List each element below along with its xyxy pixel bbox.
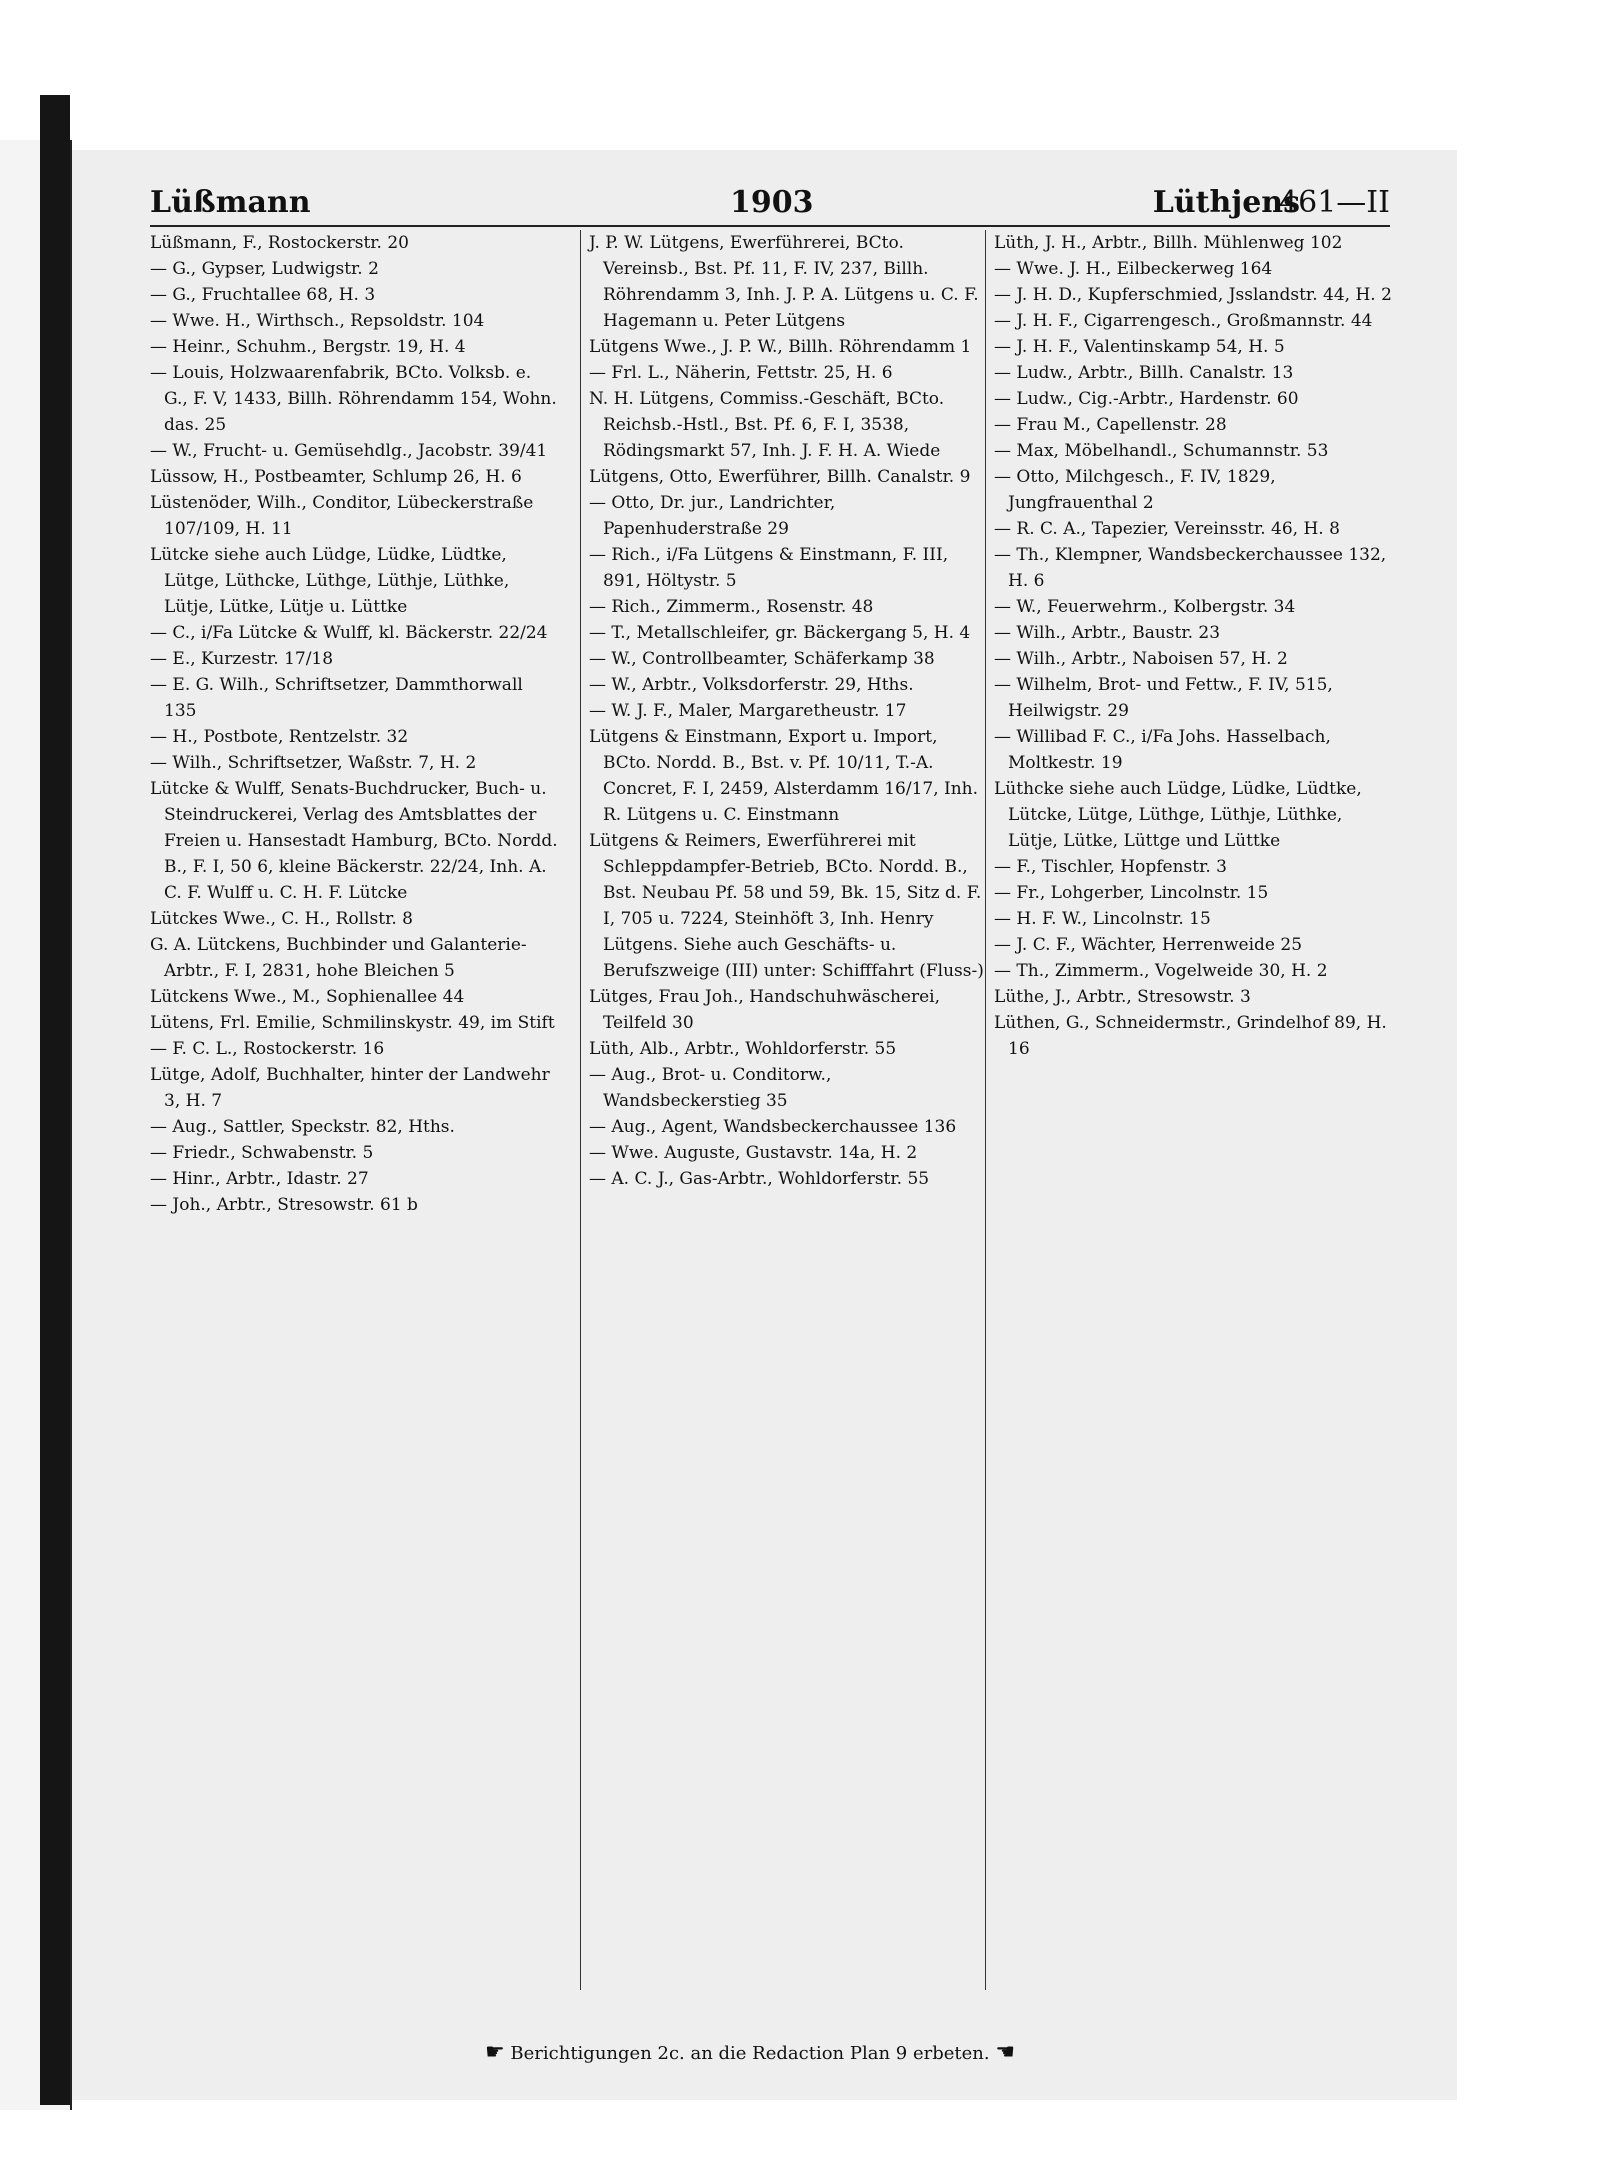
directory-entry: Lütgens & Einstmann, Export u. Import, BCto. Nordd. B., Bst. v. Pf. 10/11, T.-A. Concret, F. I, 2459, Alsterdamm 16/17, Inh. R. Lütgens u. C. Einstmann: [589, 727, 979, 825]
directory-entry: — Frau M., Capellenstr. 28: [994, 415, 1227, 435]
footer-note: Berichtigungen 2c. an die Redaction Plan 9 erbeten.: [510, 2043, 990, 2064]
directory-entry: — Willibad F. C., i/Fa Johs. Hasselbach, Moltkestr. 19: [994, 727, 1331, 773]
directory-entry: — Rich., Zimmerm., Rosenstr. 48: [589, 597, 874, 617]
directory-entry: Lütcke & Wulff, Senats-Buchdrucker, Buch- u. Steindruckerei, Verlag des Amtsblattes der Freien u. Hansestadt Hamburg, BCto. Nordd. B., F. I, 50 6, kleine Bäckerstr. 22/24, Inh. A. C. F. Wulff u. C. H. F. Lütcke: [150, 779, 558, 903]
directory-entry: — J. H. F., Cigarrengesch., Großmannstr. 44: [994, 311, 1373, 331]
directory-entry: — Otto, Milchgesch., F. IV, 1829, Jungfrauenthal 2: [994, 467, 1276, 513]
directory-entry: — C., i/Fa Lütcke & Wulff, kl. Bäckerstr. 22/24: [150, 623, 548, 643]
directory-entry: — Max, Möbelhandl., Schumannstr. 53: [994, 441, 1329, 461]
pointing-hand-left-icon: ☛: [484, 2040, 505, 2065]
directory-entry: — Wwe. J. H., Eilbeckerweg 164: [994, 259, 1273, 279]
directory-entry: Lütckens Wwe., M., Sophienallee 44: [150, 987, 465, 1007]
directory-entry: — E., Kurzestr. 17/18: [150, 649, 334, 669]
directory-entry: — J. H. D., Kupferschmied, Jsslandstr. 44, H. 2: [994, 285, 1392, 305]
directory-entry: — T., Metallschleifer, gr. Bäckergang 5, H. 4: [589, 623, 971, 643]
directory-entry: — W., Frucht- u. Gemüsehdlg., Jacobstr. 39/41: [150, 441, 548, 461]
directory-entry: Lüth, Alb., Arbtr., Wohldorferstr. 55: [589, 1039, 897, 1059]
directory-entry: N. H. Lütgens, Commiss.-Geschäft, BCto. Reichsb.-Hstl., Bst. Pf. 6, F. I, 3538, Rödingsmarkt 57, Inh. J. F. H. A. Wiede: [589, 389, 945, 461]
directory-entry: — Otto, Dr. jur., Landrichter, Papenhuderstraße 29: [589, 493, 836, 539]
directory-entry: — R. C. A., Tapezier, Vereinsstr. 46, H. 8: [994, 519, 1340, 539]
directory-entry: — W., Controllbeamter, Schäferkamp 38: [589, 649, 935, 669]
book-binding: [40, 95, 70, 2105]
directory-entry: Lütgens, Otto, Ewerführer, Billh. Canalstr. 9: [589, 467, 971, 487]
header-year: 1903: [730, 185, 814, 220]
directory-entry: Lütge, Adolf, Buchhalter, hinter der Landwehr 3, H. 7: [150, 1065, 550, 1111]
directory-entry: — Wwe. Auguste, Gustavstr. 14a, H. 2: [589, 1143, 918, 1163]
directory-entry: — E. G. Wilh., Schriftsetzer, Dammthorwall 135: [150, 675, 523, 721]
directory-entry: — F. C. L., Rostockerstr. 16: [150, 1039, 385, 1059]
directory-entry: Lüssow, H., Postbeamter, Schlump 26, H. 6: [150, 467, 522, 487]
directory-entry: — Friedr., Schwabenstr. 5: [150, 1143, 374, 1163]
directory-entry: — G., Gypser, Ludwigstr. 2: [150, 259, 379, 279]
directory-entry: — Aug., Brot- u. Conditorw., Wandsbeckerstieg 35: [589, 1065, 832, 1111]
directory-entry: — Heinr., Schuhm., Bergstr. 19, H. 4: [150, 337, 466, 357]
directory-entry: G. A. Lütckens, Buchbinder und Galanterie-Arbtr., F. I, 2831, hohe Bleichen 5: [150, 935, 527, 981]
directory-entry: Lütgens Wwe., J. P. W., Billh. Röhrendamm 1: [589, 337, 972, 357]
directory-entry: J. P. W. Lütgens, Ewerführerei, BCto. Vereinsb., Bst. Pf. 11, F. IV, 237, Billh. Röhrendamm 3, Inh. J. P. A. Lütgens u. C. F. Hagemann u. Peter Lütgens: [589, 233, 979, 331]
directory-entry: — G., Fruchtallee 68, H. 3: [150, 285, 376, 305]
directory-entry: — Hinr., Arbtr., Idastr. 27: [150, 1169, 369, 1189]
directory-entry: — Wilhelm, Brot- und Fettw., F. IV, 515, Heilwigstr. 29: [994, 675, 1333, 721]
directory-entry: — Rich., i/Fa Lütgens & Einstmann, F. III, 891, Höltystr. 5: [589, 545, 949, 591]
directory-entry: — J. H. F., Valentinskamp 54, H. 5: [994, 337, 1285, 357]
directory-entry: — Wilh., Arbtr., Baustr. 23: [994, 623, 1221, 643]
directory-entry: — Ludw., Cig.-Arbtr., Hardenstr. 60: [994, 389, 1299, 409]
page-footer: [430, 2040, 1070, 2070]
directory-entry: — A. C. J., Gas-Arbtr., Wohldorferstr. 55: [589, 1169, 930, 1189]
directory-entry: Lütges, Frau Joh., Handschuhwäscherei, Teilfeld 30: [589, 987, 941, 1033]
directory-entry: — W. J. F., Maler, Margaretheustr. 17: [589, 701, 907, 721]
directory-entry: — J. C. F., Wächter, Herrenweide 25: [994, 935, 1303, 955]
directory-entry: — W., Arbtr., Volksdorferstr. 29, Hths.: [589, 675, 914, 695]
directory-entry: — Wilh., Schriftsetzer, Waßstr. 7, H. 2: [150, 753, 477, 773]
directory-entry: Lüßmann, F., Rostockerstr. 20: [150, 233, 410, 253]
directory-entry: — Wilh., Arbtr., Naboisen 57, H. 2: [994, 649, 1288, 669]
directory-entry: Lüstenöder, Wilh., Conditor, Lübeckerstraße 107/109, H. 11: [150, 493, 534, 539]
pointing-hand-right-icon: ☚: [995, 2040, 1016, 2065]
directory-entry: Lütckes Wwe., C. H., Rollstr. 8: [150, 909, 413, 929]
directory-entry: Lütgens & Reimers, Ewerführerei mit Schleppdampfer-Betrieb, BCto. Nordd. B., Bst. Neubau Pf. 58 und 59, Bk. 15, Sitz d. F. I, 705 u. 7224, Steinhöft 3, Inh. Henry Lütgens. Siehe auch Geschäfts- u. Berufszweige (III) unter: Schifffahrt (Fluss-): [589, 831, 984, 981]
header-page-number: 461—II: [1279, 185, 1390, 220]
directory-entry: — Th., Zimmerm., Vogelweide 30, H. 2: [994, 961, 1328, 981]
directory-entry: Lüthcke siehe auch Lüdge, Lüdke, Lüdtke, Lütcke, Lütge, Lüthge, Lüthje, Lüthke, Lütje, Lütke, Lüttge und Lüttke: [994, 779, 1362, 851]
directory-entry: Lütcke siehe auch Lüdge, Lüdke, Lüdtke, Lütge, Lüthcke, Lüthge, Lüthje, Lüthke, Lütje, Lütke, Lütje u. Lüttke: [150, 545, 510, 617]
directory-entry: — Aug., Agent, Wandsbeckerchaussee 136: [589, 1117, 957, 1137]
directory-entry: — Frl. L., Näherin, Fettstr. 25, H. 6: [589, 363, 893, 383]
header-last-name: Lüthjens: [1152, 185, 1300, 220]
directory-entry: — Fr., Lohgerber, Lincolnstr. 15: [994, 883, 1269, 903]
page-header: [150, 185, 1390, 227]
header-first-name: Lüßmann: [150, 185, 311, 220]
directory-entry: — W., Feuerwehrm., Kolbergstr. 34: [994, 597, 1296, 617]
directory-entry: — Joh., Arbtr., Stresowstr. 61 b: [150, 1195, 418, 1215]
column-1: [150, 230, 560, 1990]
directory-entry: — H., Postbote, Rentzelstr. 32: [150, 727, 409, 747]
column-3: [985, 230, 1394, 1990]
directory-entry: — H. F. W., Lincolnstr. 15: [994, 909, 1211, 929]
directory-entry: — Ludw., Arbtr., Billh. Canalstr. 13: [994, 363, 1294, 383]
directory-entry: — Aug., Sattler, Speckstr. 82, Hths.: [150, 1117, 455, 1137]
directory-entry: Lüthe, J., Arbtr., Stresowstr. 3: [994, 987, 1251, 1007]
directory-entry: — Louis, Holzwaarenfabrik, BCto. Volksb. e. G., F. V, 1433, Billh. Röhrendamm 154, Wohn. das. 25: [150, 363, 557, 435]
directory-entry: — Wwe. H., Wirthsch., Repsoldstr. 104: [150, 311, 485, 331]
directory-entry: Lütens, Frl. Emilie, Schmilinskystr. 49, im Stift: [150, 1013, 555, 1033]
directory-entry: Lüth, J. H., Arbtr., Billh. Mühlenweg 102: [994, 233, 1343, 253]
directory-entry: — F., Tischler, Hopfenstr. 3: [994, 857, 1227, 877]
directory-entry: — Th., Klempner, Wandsbeckerchaussee 132, H. 6: [994, 545, 1387, 591]
column-2: [580, 230, 989, 1990]
directory-entry: Lüthen, G., Schneidermstr., Grindelhof 89, H. 16: [994, 1013, 1387, 1059]
